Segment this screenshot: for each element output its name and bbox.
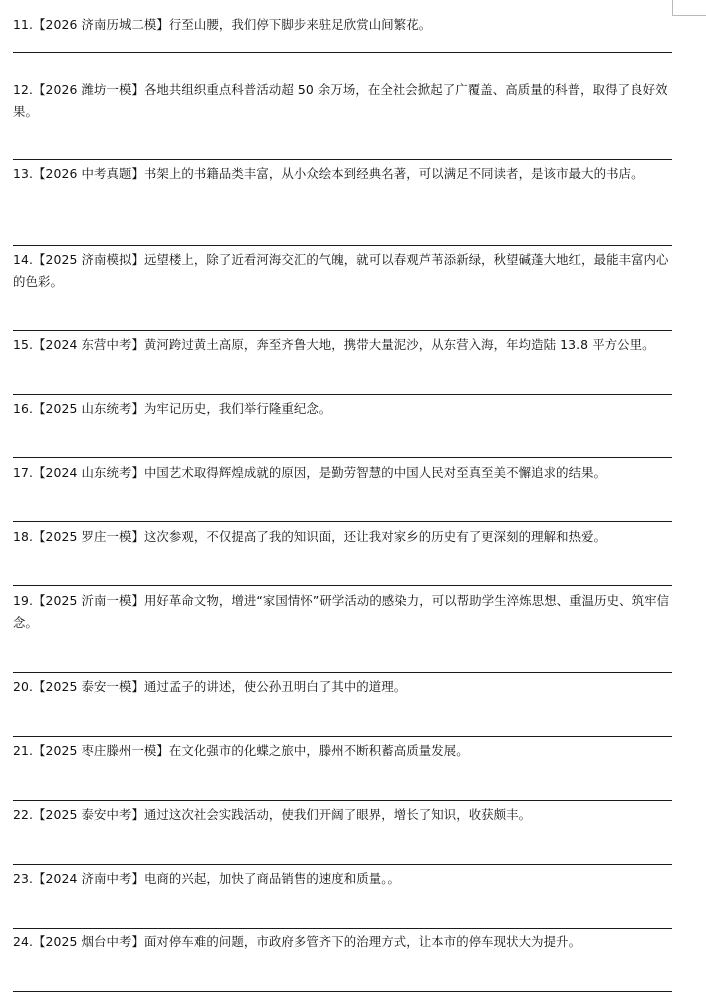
question-text: 这次参观，不仅提高了我的知识面，还让我对家乡的历史有了更深刻的理解和热爱。 [143, 529, 607, 544]
question-17 [13, 462, 675, 484]
question-19 [13, 590, 675, 634]
question-number: 18. [13, 529, 34, 544]
question-22 [13, 804, 675, 826]
question-16 [13, 398, 675, 420]
question-text: 各地共组织重点科普活动超 50 余万场，在全社会掀起了广覆盖、高质量的科普，取得了良好效果。 [13, 82, 668, 119]
question-number: 13. [13, 166, 34, 181]
question-source: 【2025 沂南一模】 [33, 593, 144, 608]
question-20 [13, 676, 675, 698]
question-number: 16. [13, 401, 34, 416]
question-text: 黄河跨过黄土高原，奔至齐鲁大地，携带大量泥沙，从东营入海，年均造陆 13.8 平方公里。 [143, 337, 655, 352]
answer-line [13, 457, 672, 458]
question-source: 【2025 烟台中考】 [33, 934, 144, 949]
question-source: 【2026 潍坊一模】 [33, 82, 144, 97]
question-text: 中国艺术取得辉煌成就的原因，是勤劳智慧的中国人民对至真至美不懈追求的结果。 [143, 465, 607, 480]
question-text: 在文化强市的化蝶之旅中，滕州不断积蓄高质量发展。 [168, 743, 469, 758]
answer-line [13, 330, 672, 331]
question-13 [13, 163, 675, 185]
answer-line [13, 928, 672, 929]
question-11 [13, 14, 675, 36]
question-source: 【2025 泰安中考】 [33, 807, 144, 822]
question-number: 15. [13, 337, 34, 352]
question-source: 【2025 枣庄滕州一模】 [33, 743, 169, 758]
answer-line [13, 800, 672, 801]
question-source: 【2024 东营中考】 [33, 337, 144, 352]
question-number: 23. [13, 871, 34, 886]
answer-line [13, 585, 672, 586]
answer-line [13, 672, 672, 673]
question-number: 19. [13, 593, 34, 608]
answer-line [13, 991, 672, 992]
question-14 [13, 249, 675, 293]
answer-line [13, 521, 672, 522]
question-source: 【2025 泰安一模】 [33, 679, 144, 694]
answer-line [13, 159, 672, 160]
question-text: 书架上的书籍品类丰富，从小众绘本到经典名著，可以满足不同读者，是该市最大的书店。 [143, 166, 644, 181]
question-source: 【2024 山东统考】 [33, 465, 144, 480]
question-text: 为牢记历史，我们举行隆重纪念。 [143, 401, 332, 416]
question-source: 【2026 中考真题】 [33, 166, 144, 181]
question-text: 远望楼上，除了近看河海交汇的气魄，就可以春观芦苇添新绿，秋望碱蓬大地红，最能丰富内心的色彩。 [13, 252, 669, 289]
question-12 [13, 79, 675, 123]
question-text: 用好革命文物，增进“家国情怀”研学活动的感染力，可以帮助学生淬炼思想、重温历史、筑牢信念。 [13, 593, 670, 630]
answer-line [13, 52, 672, 53]
question-number: 12. [13, 82, 34, 97]
question-number: 14. [13, 252, 34, 267]
question-21 [13, 740, 675, 762]
question-source: 【2025 罗庄一模】 [33, 529, 144, 544]
question-number: 17. [13, 465, 34, 480]
question-18 [13, 526, 675, 548]
question-24 [13, 931, 675, 953]
question-text: 行至山腰，我们停下脚步来驻足欣赏山间繁花。 [168, 17, 432, 32]
question-23 [13, 868, 675, 890]
question-number: 24. [13, 934, 34, 949]
answer-line [13, 245, 672, 246]
answer-line [13, 394, 672, 395]
question-text: 电商的兴起，加快了商品销售的速度和质量。。 [143, 871, 401, 886]
question-number: 21. [13, 743, 34, 758]
question-source: 【2024 济南中考】 [33, 871, 144, 886]
question-15 [13, 334, 675, 356]
question-source: 【2025 济南模拟】 [33, 252, 144, 267]
answer-line [13, 736, 672, 737]
question-number: 20. [13, 679, 34, 694]
answer-line [13, 864, 672, 865]
question-text: 通过这次社会实践活动，使我们开阔了眼界，增长了知识，收获颇丰。 [143, 807, 532, 822]
question-number: 11. [13, 17, 34, 32]
page-corner-mark-horizontal [672, 15, 706, 16]
question-number: 22. [13, 807, 34, 822]
question-source: 【2026 济南历城二模】 [33, 17, 169, 32]
question-text: 通过孟子的讲述，使公孙丑明白了其中的道理。 [143, 679, 407, 694]
question-source: 【2025 山东统考】 [33, 401, 144, 416]
question-text: 面对停车难的问题，市政府多管齐下的治理方式，让本市的停车现状大为提升。 [143, 934, 582, 949]
